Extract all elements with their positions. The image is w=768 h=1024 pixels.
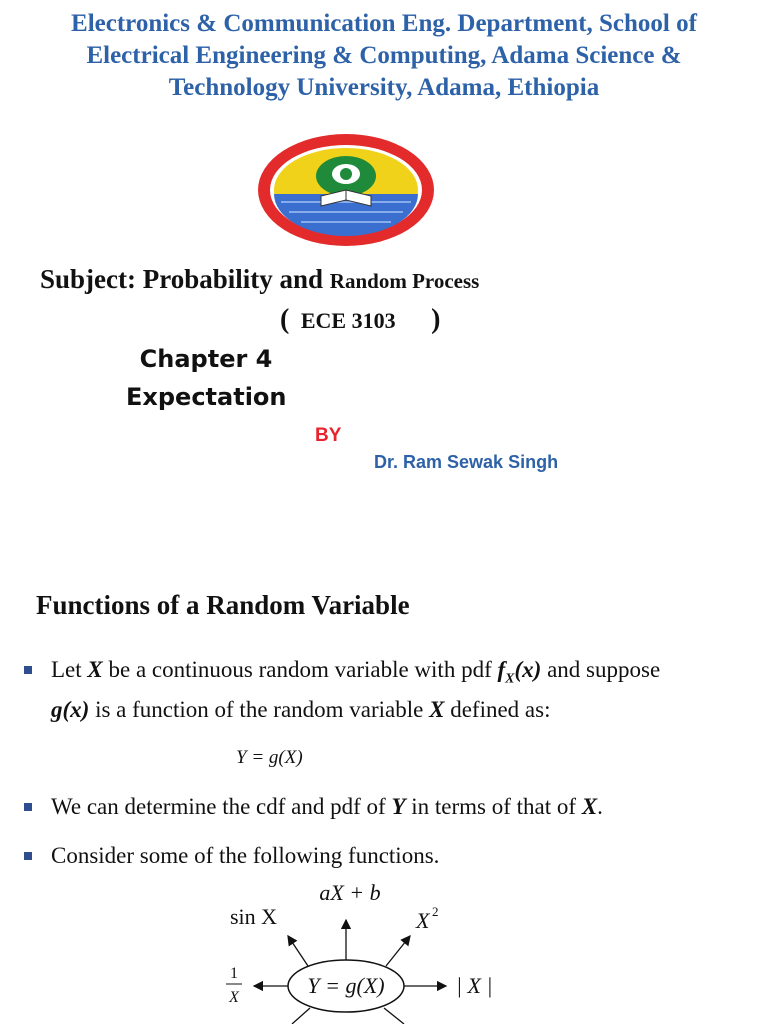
diagram-right-label: | X | <box>456 973 493 998</box>
bullet-text: Let X be a continuous random variable with pdf $f_X(x)$ and suppose <box>51 657 661 687</box>
diagram-top-left-label: sin X <box>230 904 278 929</box>
square-bullet-icon <box>24 666 32 674</box>
formula: Y = g(X) <box>236 747 303 768</box>
square-bullet-icon <box>24 852 32 860</box>
author-name: Dr. Ram Sewak Singh <box>374 452 559 472</box>
subject-label: Subject: Probability and <box>40 264 324 294</box>
section-title: Functions of a Random Variable <box>36 590 410 620</box>
chapter-block <box>126 340 286 416</box>
header-line-3: Technology University, Adama, Ethiopia <box>168 74 600 101</box>
close-paren: ) <box>431 304 441 335</box>
bullet-text: g(x) is a function of the random variable X defined as: <box>51 697 551 722</box>
diagram-top-label: aX + b <box>319 880 381 905</box>
course-code-text: ECE 3103 <box>300 308 396 333</box>
course-code <box>280 304 440 336</box>
diagram-top-right-label: X <box>416 908 430 933</box>
chapter-number: Chapter 4 <box>139 345 273 373</box>
by-label: BY <box>315 425 342 446</box>
diagram-left-denominator: X <box>229 989 239 1006</box>
bullet-text: Consider some of the following functions. <box>51 843 440 868</box>
header-line-1: Electronics & Communication Eng. Department, School of <box>71 10 697 37</box>
diagram-left-numerator: 1 <box>230 965 238 982</box>
open-paren: ( <box>280 304 290 335</box>
subject-name: Random Process <box>329 269 480 293</box>
header-line-2: Electrical Engineering & Computing, Adama Science & <box>86 42 682 69</box>
function-diagram <box>210 878 530 1024</box>
diagram-center-label: Y = g(X) <box>307 973 385 998</box>
subject-line <box>40 264 479 295</box>
diagram-top-right-sup: 2 <box>432 904 439 919</box>
arrow-top-right <box>386 936 410 966</box>
square-bullet-icon <box>24 803 32 811</box>
chapter-title: Expectation <box>126 383 287 411</box>
arrow-bottom-right <box>384 1008 404 1024</box>
arrow-bottom-left <box>292 1008 310 1024</box>
university-seal-logo <box>255 132 437 248</box>
arrow-top-left <box>288 936 308 966</box>
bullet-text: We can determine the cdf and pdf of Y in terms of that of X. <box>51 794 603 819</box>
department-header <box>0 8 768 104</box>
